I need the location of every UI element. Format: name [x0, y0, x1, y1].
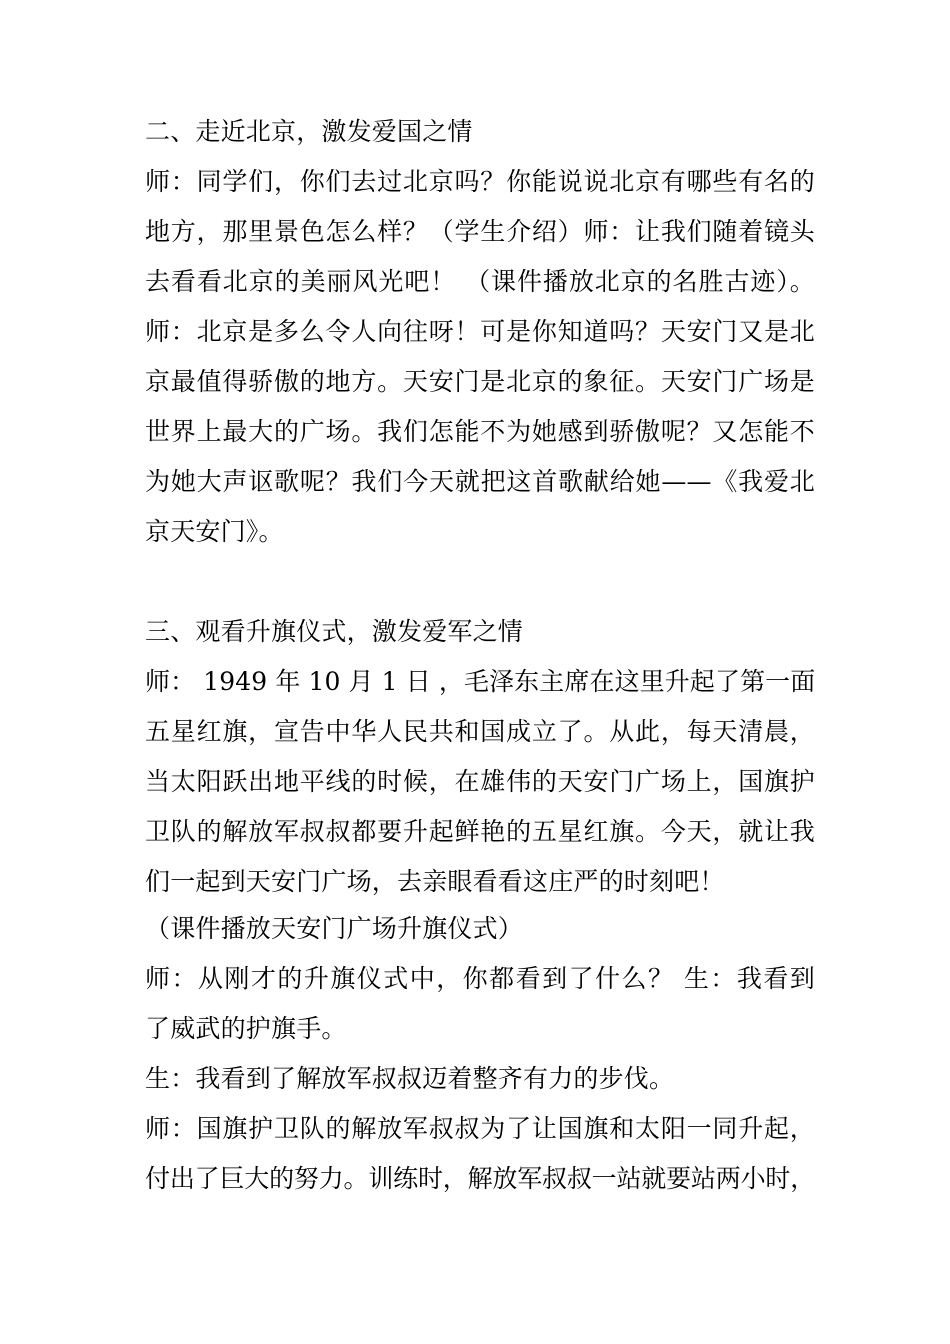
paragraph-line: 师：同学们，你们去过北京吗？你能说说北京有哪些有名的	[145, 167, 815, 196]
paragraph-line: 五星红旗，宣告中华人民共和国成立了。从此，每天清晨，	[145, 717, 815, 746]
paragraph-line: （课件播放天安门广场升旗仪式）	[145, 914, 524, 943]
paragraph-line: 付出了巨大的努力。训练时，解放军叔叔一站就要站两小时，	[145, 1164, 815, 1193]
paragraph-line: 师：从刚才的升旗仪式中，你都看到了什么？ 生：我看到	[145, 964, 815, 993]
paragraph-line: 为她大声讴歌呢？我们今天就把这首歌献给她——《我爱北	[145, 467, 815, 496]
paragraph-line: 卫队的解放军叔叔都要升起鲜艳的五星红旗。今天，就让我	[145, 817, 815, 846]
paragraph-line: 师：北京是多么令人向往呀！可是你知道吗？天安门又是北	[145, 317, 815, 346]
paragraph-line: 世界上最大的广场。我们怎能不为她感到骄傲呢？又怎能不	[145, 417, 815, 446]
paragraph-line: 去看看北京的美丽风光吧！ （课件播放北京的名胜古迹）。	[145, 267, 815, 296]
paragraph-line: 了威武的护旗手。	[145, 1014, 347, 1043]
section-heading: 二、走近北京，激发爱国之情	[145, 117, 473, 146]
paragraph-line: 京最值得骄傲的地方。天安门是北京的象征。天安门广场是	[145, 367, 815, 396]
paragraph-line: 师： 1949 年 10 月 1 日 ，毛泽东主席在这里升起了第一面	[145, 667, 816, 696]
paragraph-line: 们一起到天安门广场，去亲眼看看这庄严的时刻吧！	[145, 867, 725, 896]
section-heading: 三、观看升旗仪式，激发爱军之情	[145, 617, 524, 646]
paragraph-line: 地方，那里景色怎么样？（学生介绍）师：让我们随着镜头	[145, 217, 815, 246]
paragraph-line: 当太阳跃出地平线的时候，在雄伟的天安门广场上，国旗护	[145, 767, 815, 796]
paragraph-line: 师：国旗护卫队的解放军叔叔为了让国旗和太阳一同升起，	[145, 1114, 815, 1143]
paragraph-line: 京天安门》。	[145, 517, 284, 546]
paragraph-line: 生：我看到了解放军叔叔迈着整齐有力的步伐。	[145, 1064, 675, 1093]
